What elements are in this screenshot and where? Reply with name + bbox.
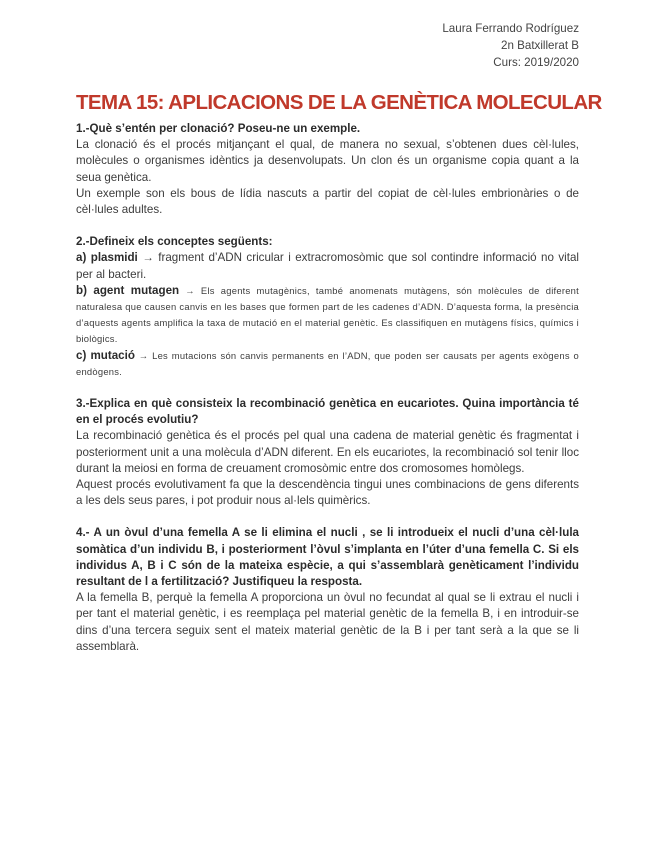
course-name: 2n Batxillerat B: [501, 39, 579, 52]
term-mutacio: c) mutació: [76, 348, 135, 362]
spacer: [76, 380, 579, 396]
definition-agent-mutagen-text: → Els agents mutagènics, també anomenats mutàgens, són molècules de diferent naturalesa que causen canvis en les bases que formen part de les cadenes d’ADN. D’aquesta forma, la presència d’aquests agents amplifica la taxa de mutació en el material genètic. Es classifiquen en mutàgens físics, químics i biològics.: [76, 284, 579, 345]
definition-plasmidi-text: → fragment d’ADN cricular i extracromosòmic que sol contindre informació no vital per al bacteri.: [76, 251, 580, 281]
term-agent-mutagen: b) agent mutagen: [76, 283, 180, 297]
question-2: 2.-Defineix els conceptes següents:: [76, 235, 273, 249]
spacer: [76, 509, 579, 525]
term-plasmidi: a) plasmidi: [76, 251, 138, 265]
definition-agent-mutagen: [76, 283, 579, 348]
answer-1-paragraph-2: Un exemple son els bous de lídia nascuts a partir del copiat de cèl·lules embrionàries o de cèl·lules adultes.: [76, 186, 579, 217]
document-header: [442, 20, 579, 71]
course-year: Curs: 2019/2020: [493, 56, 579, 69]
answer-4-paragraph-1: A la femella B, perquè la femella A proporciona un òvul no fecundat al qual se li extrau el nucli i per tant el material genètic, i es reemplaça pel material genètic de la femella B, i en introduir-se dins d’una tercera seguix sent el mateix material genètic de la B i per tant serà a la que se li assemblarà.: [76, 591, 579, 653]
question-1: 1.-Què s’entén per clonació? Poseu-ne un exemple.: [76, 122, 361, 135]
definition-plasmidi: [76, 250, 579, 282]
answer-1-paragraph-1: La clonació és el procés mitjançant el qual, de manera no sexual, s’obtenen dues cèl·lules, molècules o organismes idèntics ja desenvolupats. Un clon és un organisme copia quant a la seua genètica.: [76, 138, 579, 184]
definition-mutacio-text: → Les mutacions són canvis permanents en l’ADN, que poden ser causats per agents exògens o endògens.: [76, 349, 580, 377]
spacer: [76, 218, 579, 234]
author-name: Laura Ferrando Rodríguez: [442, 22, 579, 35]
answer-3-paragraph-1: La recombinació genètica és el procés pel qual una cadena de material genètic és fragmentat i posteriorment unit a una molècula d’ADN diferent. En els eucariotes, la recombinació sol tenir lloc durant la meiosi en forma de creuament cromosòmic entre dos cromosomes homòlegs.: [76, 429, 579, 475]
document-body: [76, 121, 579, 655]
page-title: TEMA 15: APLICACIONS DE LA GENÈTICA MOLECULAR: [76, 91, 602, 114]
answer-3-paragraph-2: Aquest procés evolutivament fa que la descendència tingui unes combinacions de gens diferents a les dels seus pares, i pot produir nous al·lels quimèrics.: [76, 478, 579, 508]
definition-mutacio: [76, 348, 579, 380]
question-4: 4.- A un òvul d’una femella A se li elimina el nucli , se li introdueix el nucli d’una cèl·lula somàtica d’un individu B, i posteriorment l’òvul s’implanta en l’úter d’una femella C. Si els individus A, B i C són de la mateixa espècie, a qui s’assemblarà genèticament l’individu resultant de l a fertilització? Justifiqueu la resposta.: [76, 526, 579, 589]
question-3: 3.-Explica en què consisteix la recombinació genètica en eucariotes. Quina importància té en el procés evolutiu?: [76, 397, 579, 427]
